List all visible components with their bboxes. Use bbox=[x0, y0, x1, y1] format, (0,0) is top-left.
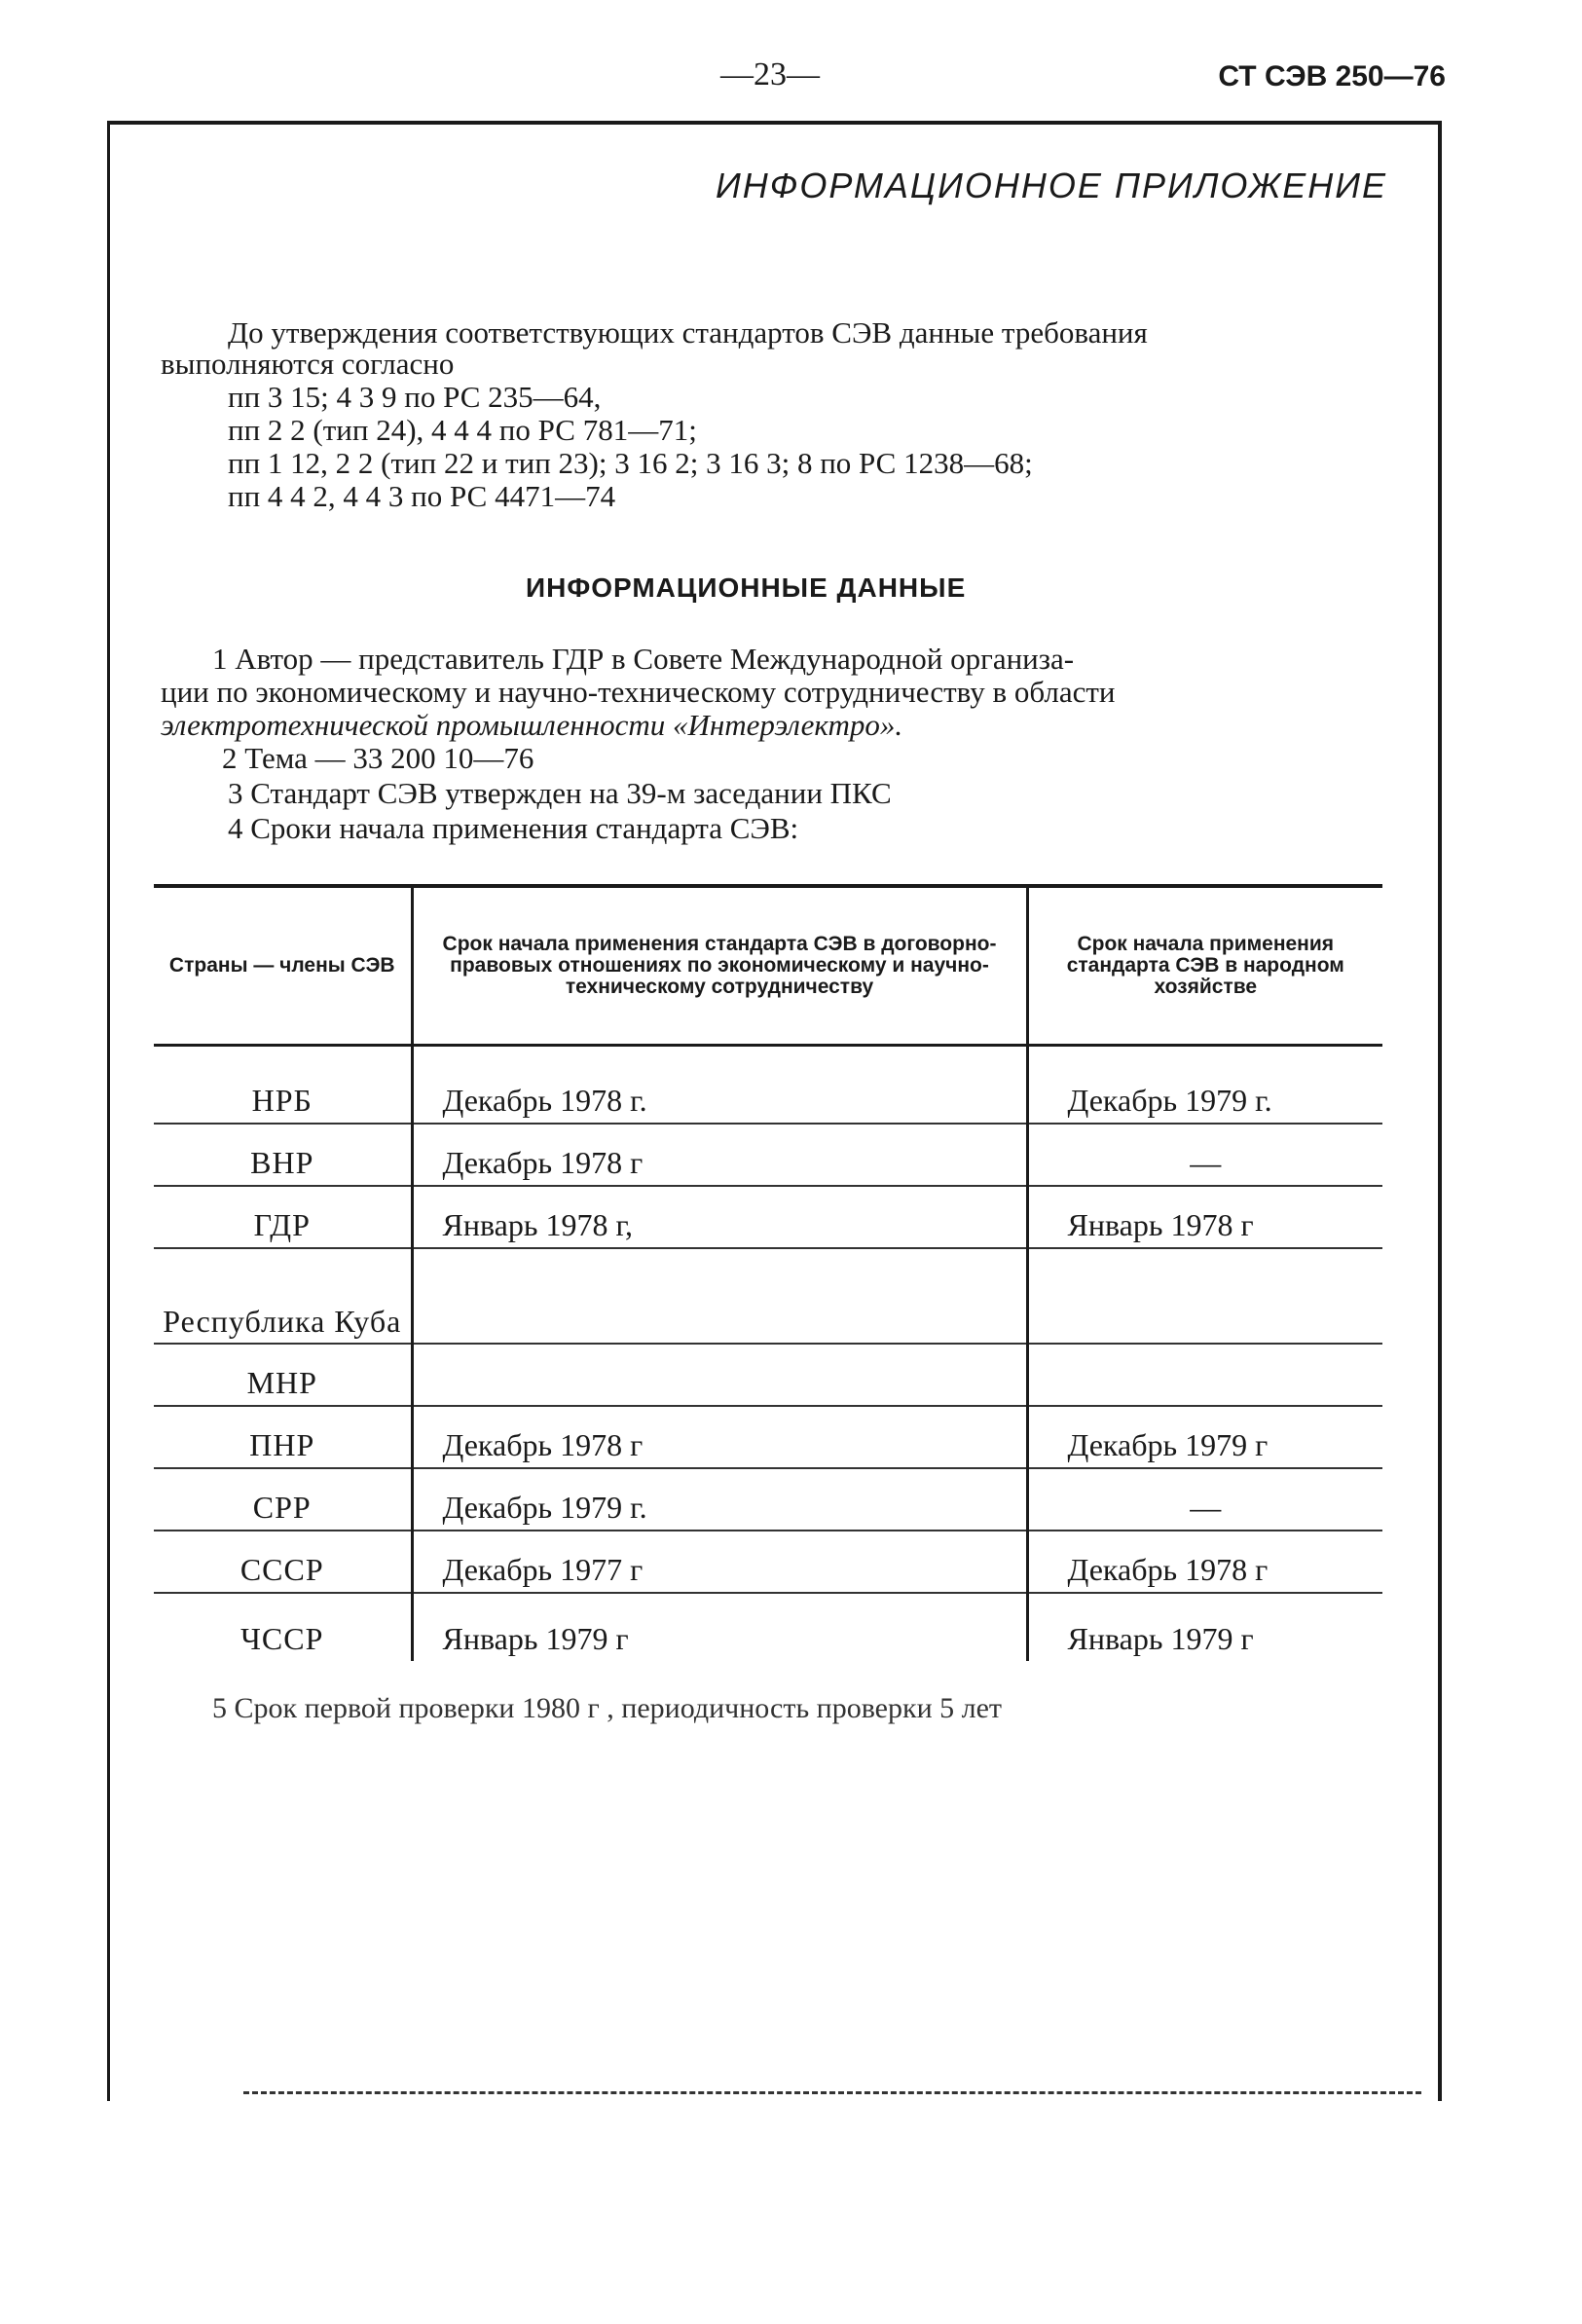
country-cell: СРР bbox=[154, 1468, 412, 1531]
economy-date-cell bbox=[1027, 1248, 1382, 1344]
economy-date-cell: Январь 1978 г bbox=[1027, 1186, 1382, 1248]
contract-date-cell: Декабрь 1978 г bbox=[412, 1124, 1027, 1186]
header-countries: Страны — члены СЭВ bbox=[154, 886, 412, 1046]
economy-date-cell: Декабрь 1979 г bbox=[1027, 1406, 1382, 1468]
economy-date-cell: — bbox=[1027, 1468, 1382, 1531]
table-row bbox=[154, 1593, 1382, 1661]
intro-ref-4: пп 4 4 2, 4 4 3 по РС 4471—74 bbox=[228, 479, 616, 513]
intro-ref-2: пп 2 2 (тип 24), 4 4 4 по РС 781—71; bbox=[228, 413, 697, 447]
country-cell: СССР bbox=[154, 1531, 412, 1593]
contract-date-cell bbox=[412, 1248, 1027, 1344]
table-row bbox=[154, 1406, 1382, 1468]
page-number: —23— bbox=[720, 56, 820, 92]
info-heading: ИНФОРМАЦИОННЫЕ ДАННЫЕ bbox=[526, 572, 967, 603]
country-cell: ПНР bbox=[154, 1406, 412, 1468]
economy-date-cell bbox=[1027, 1344, 1382, 1406]
contract-date-cell: Декабрь 1978 г bbox=[412, 1406, 1027, 1468]
table-row bbox=[154, 1186, 1382, 1248]
contract-date-cell: Январь 1979 г bbox=[412, 1593, 1027, 1661]
table-row bbox=[154, 1344, 1382, 1406]
table-row bbox=[154, 1046, 1382, 1124]
economy-date-cell: Январь 1979 г bbox=[1027, 1593, 1382, 1661]
country-cell: МНР bbox=[154, 1344, 412, 1406]
contract-date-cell: Декабрь 1977 г bbox=[412, 1531, 1027, 1593]
intro-ref-1: пп 3 15; 4 3 9 по РС 235—64, bbox=[228, 380, 602, 414]
header-economy-date: Срок начала применения стандарта СЭВ в народном хозяйстве bbox=[1027, 886, 1382, 1046]
economy-date-cell: Декабрь 1978 г bbox=[1027, 1531, 1382, 1593]
intro-line-1: До утверждения соответствующих стандартов СЭВ данные требования bbox=[228, 315, 1148, 350]
table-row bbox=[154, 1248, 1382, 1344]
header-contract-date: Срок начала применения стандарта СЭВ в договорно-правовых отношениях по экономическому и научно-техническому сотрудничеству bbox=[412, 886, 1027, 1046]
info-item-3: 3 Стандарт СЭВ утвержден на 39-м заседании ПКС bbox=[228, 776, 892, 810]
annex-title: ИНФОРМАЦИОННОЕ ПРИЛОЖЕНИЕ bbox=[715, 166, 1387, 205]
contract-date-cell: Декабрь 1978 г. bbox=[412, 1046, 1027, 1124]
standard-code: СТ СЭВ 250—76 bbox=[1218, 60, 1446, 92]
country-cell: ЧССР bbox=[240, 1620, 324, 1656]
footer-note: 5 Срок первой проверки 1980 г , периодичность проверки 5 лет bbox=[212, 1692, 1003, 1724]
country-cell: Республика Куба bbox=[154, 1248, 412, 1344]
country-cell: ГДР bbox=[154, 1186, 412, 1248]
contract-date-cell: Декабрь 1979 г. bbox=[412, 1468, 1027, 1531]
intro-line-2: выполняются согласно bbox=[161, 347, 455, 381]
table-row bbox=[154, 1124, 1382, 1186]
contract-date-cell: Январь 1978 г, bbox=[412, 1186, 1027, 1248]
info-item-1-line-2: ции по экономическому и научно-техническому сотрудничеству в области bbox=[161, 675, 1116, 709]
intro-ref-3: пп 1 12, 2 2 (тип 22 и тип 23); 3 16 2; 3 16 3; 8 по РС 1238—68; bbox=[228, 446, 1033, 480]
country-cell: ВНР bbox=[154, 1124, 412, 1186]
table-row bbox=[154, 1468, 1382, 1531]
frame-bottom-rule bbox=[243, 2091, 1421, 2094]
info-item-4: 4 Сроки начала применения стандарта СЭВ: bbox=[228, 811, 799, 845]
dates-table bbox=[154, 884, 1382, 1661]
economy-date-cell: — bbox=[1027, 1124, 1382, 1186]
contract-date-cell bbox=[412, 1344, 1027, 1406]
economy-date-cell: Декабрь 1979 г. bbox=[1027, 1046, 1382, 1124]
table-header-row bbox=[154, 886, 1382, 1046]
table-row bbox=[154, 1531, 1382, 1593]
info-item-2: 2 Тема — 33 200 10—76 bbox=[222, 741, 534, 775]
info-item-1-line-1: 1 Автор — представитель ГДР в Совете Международной организа- bbox=[212, 642, 1075, 676]
info-item-1-line-3: электротехнической промышленности «Интерэлектро». bbox=[161, 708, 903, 742]
country-cell: НРБ bbox=[154, 1046, 412, 1124]
